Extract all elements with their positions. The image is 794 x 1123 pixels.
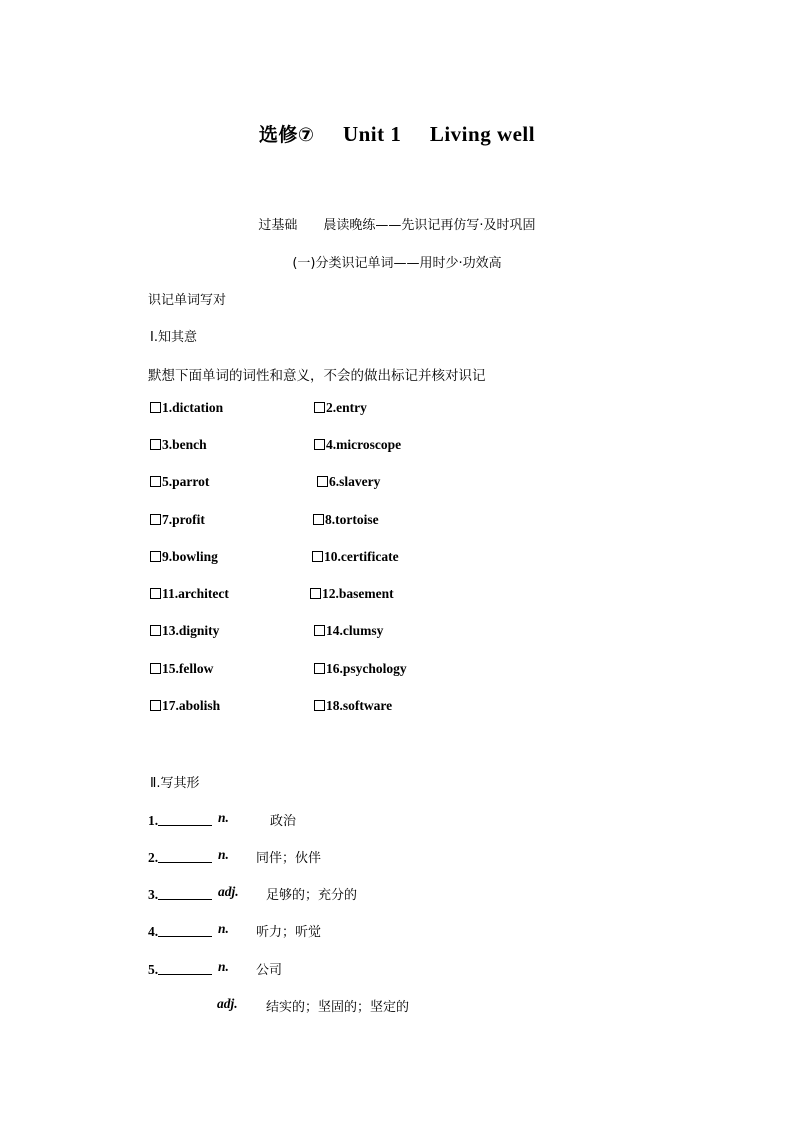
pos-label: n. [218, 810, 229, 825]
word-item: 16.psychology [314, 661, 407, 677]
word-item: 8.tortoise [313, 512, 379, 528]
checkbox-icon [314, 402, 325, 413]
meaning-text: 政治 [270, 814, 297, 829]
meaning-text: 足够的；充分的 [266, 888, 358, 903]
checkbox-icon [150, 476, 161, 487]
checkbox-icon [317, 476, 328, 487]
word-item: 5.parrot [150, 474, 209, 490]
title-unit: Unit 1 [342, 122, 402, 146]
word-item: 2.entry [314, 400, 367, 416]
checkbox-icon [310, 588, 321, 599]
word-item: 10.certificate [312, 549, 399, 565]
meaning-text: 结实的；坚固的；坚定的 [266, 1000, 410, 1015]
fill-item: 5. [148, 959, 212, 978]
word-item: 9.bowling [150, 549, 218, 565]
word-item: 6.slavery [317, 474, 380, 490]
checkbox-icon [314, 700, 325, 711]
pos-label: n. [218, 847, 229, 862]
subheading: 过基础 晨读晚练——先识记再仿写·及时巩固 [258, 218, 536, 233]
title-topic: Living well [429, 122, 536, 146]
word-item: 17.abolish [150, 698, 220, 714]
word-item: 14.clumsy [314, 623, 383, 639]
checkbox-icon [150, 439, 161, 450]
pos-label: n. [218, 921, 229, 936]
checkbox-icon [150, 551, 161, 562]
checkbox-icon [150, 663, 161, 674]
checkbox-icon [314, 663, 325, 674]
part1-instruction: 默想下面单词的词性和意义，不会的做出标记并核对识记 [148, 368, 486, 384]
checkbox-icon [314, 439, 325, 450]
word-item: 7.profit [150, 512, 205, 528]
part1-heading: Ⅰ.知其意 [150, 330, 197, 345]
meaning-text: 同伴；伙伴 [256, 851, 322, 866]
checkbox-icon [150, 402, 161, 413]
word-item: 15.fellow [150, 661, 213, 677]
part2-heading: Ⅱ.写其形 [150, 776, 200, 791]
section-heading: (一)分类识记单词——用时少·功效高 [292, 256, 502, 271]
checkbox-icon [150, 514, 161, 525]
checkbox-icon [150, 625, 161, 636]
word-item: 1.dictation [150, 400, 223, 416]
meaning-text: 听力；听觉 [256, 925, 322, 940]
pos-label: n. [218, 959, 229, 974]
checkbox-icon [150, 700, 161, 711]
answer-blank[interactable] [158, 850, 212, 863]
pos-label: adj. [217, 996, 238, 1011]
fill-item: 4. [148, 921, 212, 940]
page-title [0, 120, 794, 147]
answer-blank[interactable] [158, 887, 212, 900]
fill-item: 3. [148, 884, 212, 903]
checkbox-icon [312, 551, 323, 562]
word-item: 4.microscope [314, 437, 401, 453]
word-item: 12.basement [310, 586, 394, 602]
word-item: 18.software [314, 698, 392, 714]
answer-blank[interactable] [158, 813, 212, 826]
checkbox-icon [314, 625, 325, 636]
memorize-heading: 识记单词写对 [148, 293, 227, 308]
fill-item: 1. [148, 810, 212, 829]
word-item: 3.bench [150, 437, 207, 453]
checkbox-icon [313, 514, 324, 525]
word-item: 11.architect [150, 586, 229, 602]
meaning-text: 公司 [256, 963, 283, 978]
pos-label: adj. [218, 884, 239, 899]
answer-blank[interactable] [158, 924, 212, 937]
title-cn: 选修⑦ [258, 124, 315, 146]
answer-blank[interactable] [158, 962, 212, 975]
checkbox-icon [150, 588, 161, 599]
fill-item: 2. [148, 847, 212, 866]
word-item: 13.dignity [150, 623, 219, 639]
